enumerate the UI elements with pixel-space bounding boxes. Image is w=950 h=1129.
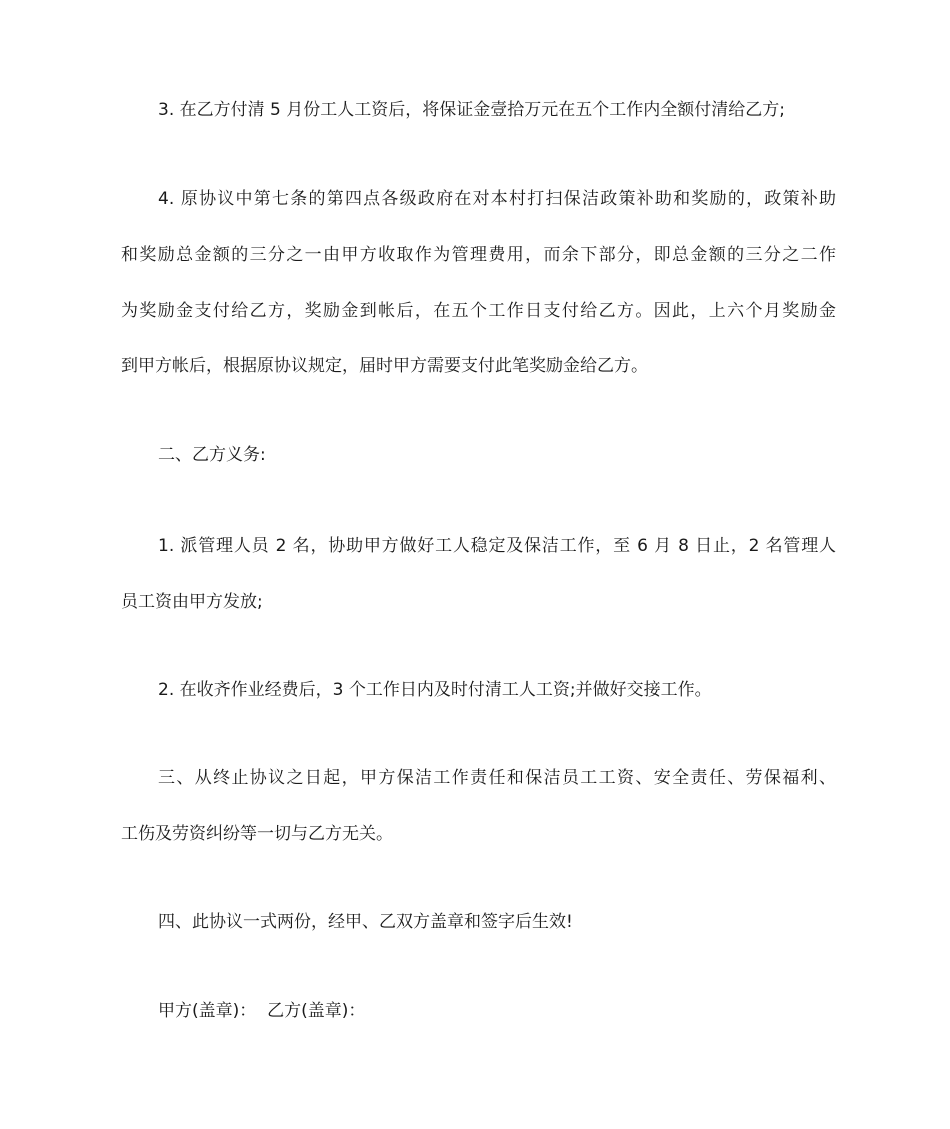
clause-4-line-2: 和奖励总金额的三分之一由甲方收取作为管理费用，而余下部分，即总金额的三分之二作 [121, 245, 836, 265]
section-3-line-2: 工伤及劳资纠纷等一切与乙方无关。 [121, 824, 393, 844]
signature-line: 甲方(盖章)： 乙方(盖章)： [158, 1001, 366, 1021]
clause-4-line-3: 为奖励金支付给乙方，奖励金到帐后，在五个工作日支付给乙方。因此，上六个月奖励金 [121, 301, 836, 321]
clause-4-line-1: 4. 原协议中第七条的第四点各级政府在对本村打扫保洁政策补助和奖励的，政策补助 [158, 189, 836, 209]
clause-3: 3. 在乙方付清 5 月份工人工资后，将保证金壹拾万元在五个工作内全额付清给乙方; [158, 100, 785, 120]
section-3-line-1: 三、从终止协议之日起，甲方保洁工作责任和保洁员工工资、安全责任、劳保福利、 [158, 768, 836, 788]
section-4: 四、此协议一式两份，经甲、乙双方盖章和签字后生效! [158, 912, 573, 932]
clause-4-line-4: 到甲方帐后，根据原协议规定，届时甲方需要支付此笔奖励金给乙方。 [121, 356, 648, 376]
section-2-item-1-line-1: 1. 派管理人员 2 名，协助甲方做好工人稳定及保洁工作，至 6 月 8 日止，2 名管理人 [158, 536, 836, 556]
section-2-heading: 二、乙方义务: [158, 445, 266, 465]
section-2-item-1-line-2: 员工资由甲方发放; [121, 592, 263, 612]
section-2-item-2: 2. 在收齐作业经费后，3 个工作日内及时付清工人工资;并做好交接工作。 [158, 680, 712, 700]
